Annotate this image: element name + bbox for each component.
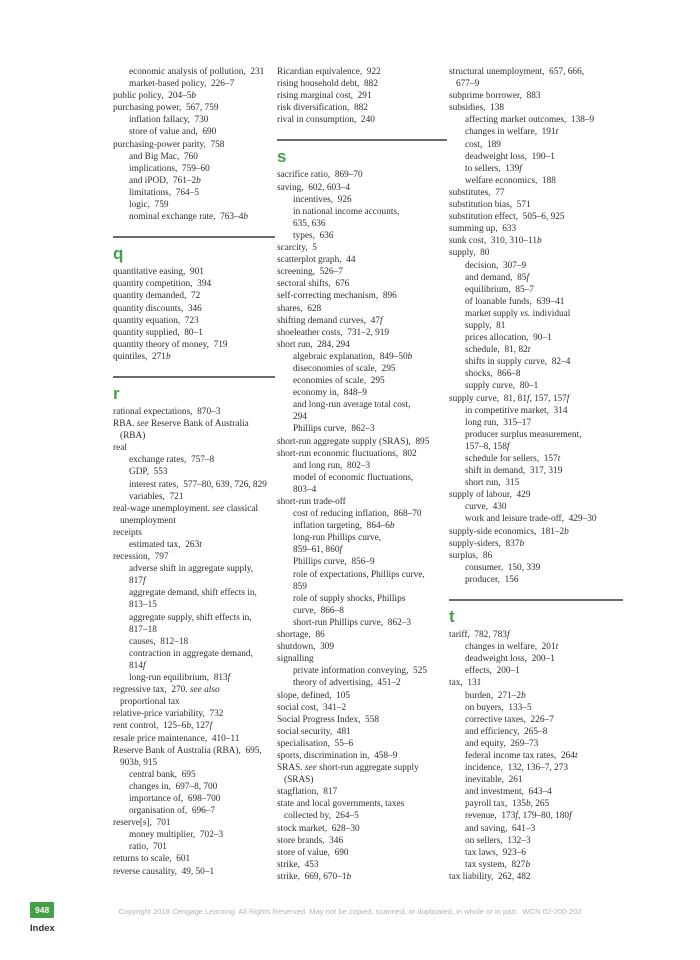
index-subentry: shocks, 866–8	[465, 369, 521, 380]
index-subentry: short-run Phillips curve, 862–3	[293, 617, 412, 628]
index-subentry: Phillips curve, 862–3	[293, 424, 375, 435]
index-subentry: model of economic fluctuations,	[293, 472, 414, 483]
index-subentry: and long run, 802–3	[293, 460, 371, 471]
index-entry: quantity theory of money, 719	[113, 339, 228, 350]
index-entry: shoeleather costs, 731–2, 919	[277, 327, 390, 338]
index-entry: stock market, 628–30	[277, 823, 360, 834]
index-subentry: in national income accounts,	[293, 206, 400, 217]
index-subentry: federal income tax rates, 264t	[465, 750, 578, 761]
index-subentry: revenue, 173f, 179–80, 180f	[465, 811, 572, 822]
index-entry: signalling	[277, 654, 314, 665]
index-subentry: consumer, 150, 339	[465, 562, 541, 573]
index-entry: tariff, 782, 783f	[449, 630, 510, 641]
index-entry: (RBA)	[120, 431, 146, 442]
index-subentry: long-run Phillips curve,	[293, 533, 382, 544]
section-divider	[449, 599, 623, 601]
index-subentry: 859	[293, 581, 307, 592]
index-entry: shares, 628	[277, 303, 322, 314]
index-subentry: importance of, 698–700	[129, 793, 221, 804]
index-subentry: implications, 759–60	[129, 163, 210, 174]
index-subentry: interest rates, 577–80, 639, 726, 829	[129, 479, 267, 490]
index-entry: supply curve, 81, 81f, 157, 157f	[449, 393, 570, 404]
index-entry: screening, 526–7	[277, 267, 343, 278]
index-entry: regressive tax, 270. see also	[113, 685, 220, 696]
index-subentry: 817–18	[129, 624, 157, 635]
index-entry: RBA. see Reserve Bank of Australia	[113, 419, 249, 430]
section-letter: q	[113, 244, 124, 264]
index-subentry: cost, 189	[465, 139, 501, 150]
index-subentry: producer, 156	[465, 574, 519, 585]
index-subentry: shift in demand, 317, 319	[465, 466, 563, 477]
index-entry: subprime borrower, 883	[449, 91, 541, 102]
section-heading-q	[113, 236, 275, 263]
index-subentry: limitations, 764–5	[129, 187, 199, 198]
index-entry: social security, 481	[277, 726, 351, 737]
copyright-text: Copyright 2018 Cengage Learning. All Rights Reserved. May not be copied, scanned, or duplicated, in whole or in part. WCN 02-200-202	[118, 907, 582, 916]
index-entry: real-wage unemployment. see classical	[113, 503, 259, 514]
index-subentry: central bank, 695	[129, 769, 196, 780]
index-subentry: causes, 812–18	[129, 636, 189, 647]
index-subentry: adverse shift in aggregate supply,	[129, 564, 254, 575]
index-entry: SRAS. see short-run aggregate supply	[277, 763, 419, 774]
section-heading-r	[113, 376, 275, 403]
index-entry: substitutes, 77	[449, 187, 505, 198]
index-entry: 677–9	[456, 79, 480, 90]
index-entry: reserve[s], 701	[113, 818, 171, 829]
index-entry: risk diversification, 882	[277, 103, 368, 114]
index-column-3	[449, 66, 623, 883]
index-subentry: aggregate demand, shift effects in,	[129, 588, 257, 599]
index-entry: saving, 602, 603–4	[277, 182, 351, 193]
index-entry: rising household debt, 882	[277, 79, 378, 90]
index-subentry: affecting market outcomes, 138–9	[465, 115, 595, 126]
index-subentry: types, 636	[293, 230, 334, 241]
index-subentry: economy in, 848–9	[293, 388, 367, 399]
index-subentry: 814f	[129, 660, 146, 671]
index-subentry: theory of advertising, 451–2	[293, 678, 401, 689]
index-subentry: and investment, 643–4	[465, 787, 552, 798]
index-subentry: 859–61, 860f	[293, 545, 343, 556]
index-subentry: supply curve, 80–1	[465, 381, 539, 392]
page-label: Index	[30, 923, 55, 934]
page-number-badge: 948	[30, 902, 54, 918]
index-subentry: changes in welfare, 191t	[465, 127, 559, 138]
index-subentry: role of expectations, Phillips curve,	[293, 569, 425, 580]
index-entry: quantitative easing, 901	[113, 267, 204, 278]
index-entry: short-run aggregate supply (SRAS), 895	[277, 436, 430, 447]
index-entry: short-run economic fluctuations, 802	[277, 448, 417, 459]
index-column-2	[277, 66, 447, 883]
index-entry: store brands, 346	[277, 835, 344, 846]
index-subentry: deadweight loss, 190–1	[465, 151, 555, 162]
index-entry: supply-side economics, 181–2b	[449, 526, 569, 537]
index-subentry: inflation targeting, 864–6b	[293, 521, 395, 532]
section-heading-s	[277, 139, 447, 166]
index-entry: substitution bias, 571	[449, 200, 531, 211]
index-entry: quintiles, 271b	[113, 351, 171, 362]
index-subentry: effects, 200–1	[465, 666, 520, 677]
index-entry: proportional tax	[120, 697, 180, 708]
index-entry: tax, 131	[449, 678, 482, 689]
index-entry: purchasing-power parity, 758	[113, 139, 225, 150]
index-subentry: market-based policy, 226–7	[129, 79, 235, 90]
index-subentry: 817f	[129, 576, 146, 587]
index-entry: recession, 797	[113, 552, 169, 563]
index-entry: quantity supplied, 80–1	[113, 327, 203, 338]
index-subentry: long run, 315–17	[465, 417, 532, 428]
index-entry: Reserve Bank of Australia (RBA), 695,	[113, 745, 262, 756]
index-subentry: 157–8, 158f	[465, 441, 510, 452]
index-column-1	[113, 66, 275, 878]
index-subentry: and equity, 269–73	[465, 738, 539, 749]
index-subentry: deadweight loss, 200–1	[465, 654, 555, 665]
index-subentry: on sellers, 132–3	[465, 835, 531, 846]
index-subentry: and long-run average total cost,	[293, 400, 411, 411]
section-heading-t	[449, 599, 623, 626]
index-entry: short run, 284, 294	[277, 339, 350, 350]
section-letter: r	[113, 383, 120, 403]
index-subentry: GDP, 553	[129, 467, 168, 478]
section-divider	[113, 236, 275, 238]
index-entry: returns to scale, 601	[113, 854, 191, 865]
index-subentry: Phillips curve, 856–9	[293, 557, 375, 568]
index-entry: subsidies, 138	[449, 103, 505, 114]
index-subentry: supply, 81	[465, 320, 506, 331]
index-subentry: shifts in supply curve, 82–4	[465, 357, 571, 368]
index-entry: scatterplot graph, 44	[277, 255, 356, 266]
index-entry: specialisation, 55–6	[277, 738, 354, 749]
index-subentry: in competitive market, 314	[465, 405, 568, 416]
index-entry: sports, discrimination in, 458–9	[277, 750, 398, 761]
index-subentry: nominal exchange rate, 763–4b	[129, 212, 249, 223]
index-entry: slope, defined, 105	[277, 690, 351, 701]
index-subentry: curve, 430	[465, 502, 507, 513]
index-entry: rational expectations, 870–3	[113, 406, 221, 417]
index-entry: quantity demanded, 72	[113, 291, 201, 302]
index-subentry: exchange rates, 757–8	[129, 455, 215, 466]
section-letter: s	[277, 147, 287, 167]
index-subentry: burden, 271–2b	[465, 690, 526, 701]
index-entry: quantity competition, 394	[113, 279, 212, 290]
index-subentry: economic analysis of pollution, 231	[129, 67, 265, 77]
index-subentry: to sellers, 139f	[465, 163, 522, 174]
index-subentry: contraction in aggregate demand,	[129, 648, 253, 659]
index-subentry: decision, 307–9	[465, 260, 527, 271]
index-subentry: curve, 866–8	[293, 605, 344, 616]
index-entry: structural unemployment, 657, 666,	[449, 67, 585, 77]
index-subentry: schedule for sellers, 157t	[465, 454, 561, 464]
index-subentry: producer surplus measurement,	[465, 429, 582, 440]
index-entry: sectoral shifts, 676	[277, 279, 350, 290]
index-entry: relative-price variability, 732	[113, 709, 224, 720]
index-entry: store of value, 690	[277, 847, 349, 858]
index-entry: state and local governments, taxes	[277, 799, 405, 810]
index-subentry: ratio, 701	[129, 842, 167, 853]
index-subentry: short run, 315	[465, 478, 520, 489]
index-subentry: work and leisure trade-off, 429–30	[465, 514, 597, 525]
index-entry: real	[113, 443, 127, 454]
index-subentry: of loanable funds, 639–41	[465, 296, 565, 307]
index-subentry: tax system, 827b	[465, 859, 531, 870]
index-subentry: incidence, 132, 136–7, 273	[465, 763, 569, 774]
index-subentry: prices allocation, 90–1	[465, 333, 552, 344]
index-subentry: 635, 636	[293, 218, 326, 229]
index-subentry: estimated tax, 263t	[129, 540, 202, 550]
index-subentry: aggregate supply, shift effects in,	[129, 612, 252, 623]
index-entry: rising marginal cost, 291	[277, 91, 372, 102]
index-entry: quantity equation, 723	[113, 315, 199, 326]
index-subentry: private information conveying, 525	[293, 666, 427, 677]
index-subentry: organisation of, 696–7	[129, 806, 216, 817]
index-subentry: and iPOD, 761–2b	[129, 175, 201, 186]
index-entry: (SRAS)	[284, 775, 314, 786]
index-subentry: logic, 759	[129, 200, 169, 211]
index-entry: rent control, 125–6b, 127f	[113, 721, 213, 732]
index-entry: receipts	[113, 527, 142, 538]
index-subentry: role of supply shocks, Phillips	[293, 593, 406, 604]
index-subentry: inevitable, 261	[465, 775, 523, 786]
index-subentry: variables, 721	[129, 491, 184, 502]
index-entry: summing up, 633	[449, 224, 517, 235]
index-subentry: payroll tax, 135b, 265	[465, 799, 550, 810]
index-subentry: long-run equilibrium, 813f	[129, 673, 231, 684]
index-subentry: equilibrium, 85–7	[465, 284, 534, 295]
index-entry: surplus, 86	[449, 550, 493, 561]
index-entry: rival in consumption, 240	[277, 115, 375, 126]
index-entry: supply of labour, 429	[449, 490, 531, 501]
index-subentry: 803–4	[293, 484, 317, 495]
index-entry: 903b, 915	[120, 757, 158, 768]
index-subentry: and demand, 85f	[465, 272, 530, 283]
index-entry: sacrifice ratio, 869–70	[277, 170, 363, 181]
index-entry: supply, 80	[449, 248, 490, 259]
index-subentry: on buyers, 133–5	[465, 702, 532, 713]
index-entry: substitution effect, 505–6, 925	[449, 212, 565, 223]
index-subentry: money multiplier, 702–3	[129, 830, 224, 841]
index-entry: quantity discounts, 346	[113, 303, 202, 314]
index-entry: scarcity, 5	[277, 243, 317, 254]
section-divider	[113, 376, 275, 378]
index-subentry: changes in, 697–8, 700	[129, 781, 218, 792]
index-entry: supply-siders, 837b	[449, 538, 525, 549]
index-entry: unemployment	[120, 515, 176, 526]
index-subentry: 813–15	[129, 600, 157, 611]
index-entry: purchasing power, 567, 759	[113, 103, 219, 114]
index-entry: tax liability, 262, 482	[449, 871, 531, 882]
index-entry: shifting demand curves, 47f	[277, 315, 383, 326]
index-subentry: and saving, 641–3	[465, 823, 536, 834]
index-entry: shortage, 86	[277, 630, 325, 641]
index-subentry: store of value and, 690	[129, 127, 217, 138]
section-divider	[277, 139, 447, 141]
index-entry: shutdown, 309	[277, 642, 335, 653]
index-entry: Social Progress Index, 558	[277, 714, 379, 725]
index-entry: resale price maintenance, 410–11	[113, 733, 240, 744]
index-subentry: economies of scale, 295	[293, 376, 385, 387]
index-subentry: diseconomies of scale, 295	[293, 363, 396, 374]
index-subentry: welfare economics, 188	[465, 175, 556, 186]
index-entry: sunk cost, 310, 310–11b	[449, 236, 542, 247]
index-entry: public policy, 204–5b	[113, 91, 197, 102]
index-entry: strike, 453	[277, 859, 319, 870]
index-subentry: market supply vs. individual	[465, 308, 571, 319]
index-subentry: tax laws, 923–6	[465, 847, 526, 858]
index-subentry: incentives, 926	[293, 194, 352, 205]
index-subentry: and Big Mac, 760	[129, 151, 198, 162]
index-entry: social cost, 341–2	[277, 702, 347, 713]
index-entry: stagflation, 817	[277, 787, 338, 798]
index-entry: strike, 669, 670–1b	[277, 871, 352, 882]
index-subentry: algebraic explanation, 849–50b	[293, 351, 413, 362]
section-letter: t	[449, 607, 455, 627]
index-entry: short-run trade-off	[277, 497, 346, 507]
index-subentry: corrective taxes, 226–7	[465, 714, 554, 725]
index-subentry: 294	[293, 412, 307, 423]
index-subentry: and efficiency, 265–8	[465, 726, 548, 737]
index-entry: collected by, 264–5	[284, 811, 359, 822]
index-subentry: inflation fallacy, 730	[129, 115, 209, 126]
index-subentry: changes in welfare, 201t	[465, 642, 559, 653]
index-subentry: schedule, 81, 82t	[465, 345, 531, 356]
index-entry: reverse causality, 49, 50–1	[113, 866, 215, 877]
index-entry: self-correcting mechanism, 896	[277, 291, 397, 302]
index-entry: Ricardian equivalence, 922	[277, 67, 381, 77]
index-subentry: cost of reducing inflation, 868–70	[293, 509, 422, 520]
